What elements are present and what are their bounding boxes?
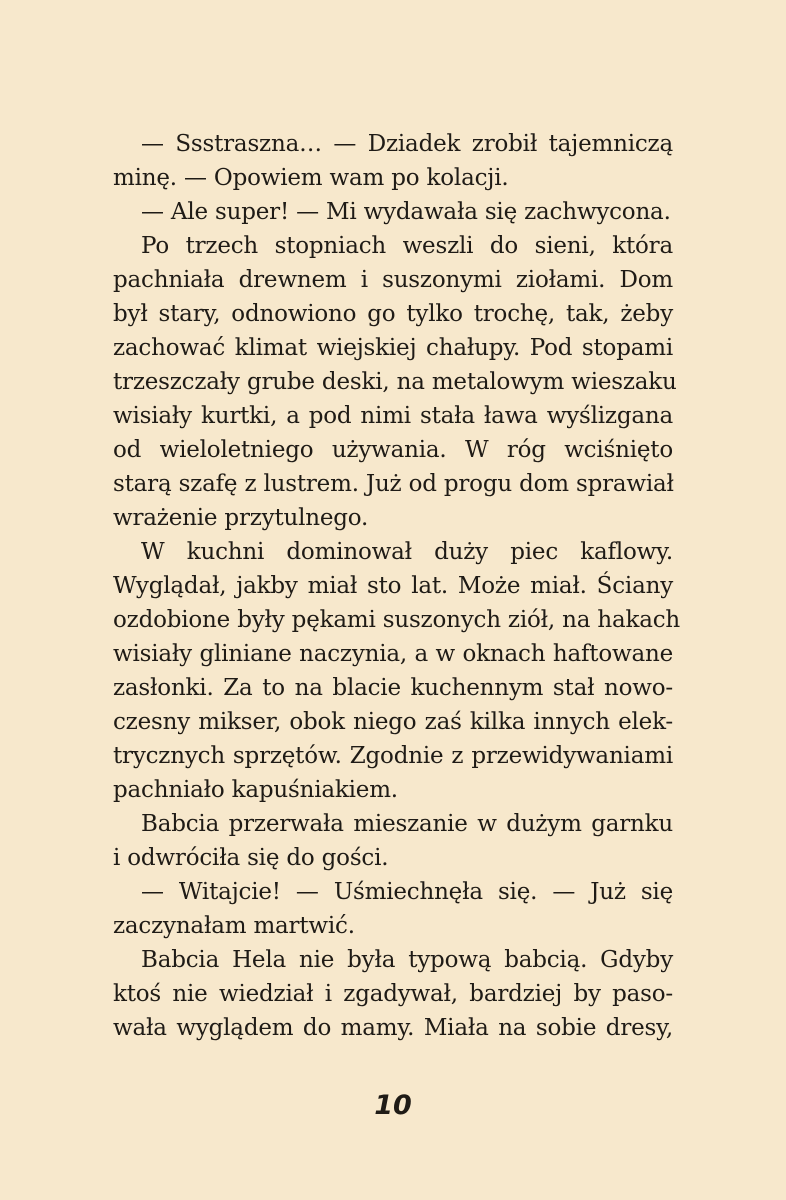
text-line: minę. — Opowiem wam po kolacji. [113, 165, 509, 191]
text-line: ktoś nie wiedział i zgadywał, bardziej by paso- [113, 981, 673, 1007]
text-line: ozdobione były pękami suszonych ziół, na hakach [113, 607, 681, 633]
text-line: trycznych sprzętów. Zgodnie z przewidywaniami [113, 743, 673, 769]
text-line: — Ale super! — Mi wydawała się zachwycona. [141, 199, 671, 225]
text-line: od wieloletniego używania. W róg wciśnięto [113, 437, 673, 463]
text-line: pachniało kapuśniakiem. [113, 777, 398, 803]
text-line: pachniała drewnem i suszonymi ziołami. Dom [113, 267, 673, 293]
text-line: wisiały kurtki, a pod nimi stała ława wyślizgana [113, 403, 673, 429]
page-text-block [113, 127, 681, 1045]
text-line: wrażenie przytulnego. [113, 505, 369, 531]
text-line: Wyglądał, jakby miał sto lat. Może miał. Ściany [113, 573, 673, 599]
text-line: czesny mikser, obok niego zaś kilka innych elek- [113, 709, 673, 735]
text-line: był stary, odnowiono go tylko trochę, tak, żeby [113, 301, 673, 327]
page-number: 10 [374, 1090, 412, 1121]
text-line: — Ssstraszna… — Dziadek zrobił tajemniczą [141, 131, 673, 157]
text-line: i odwróciła się do gości. [113, 845, 389, 871]
text-line: — Witajcie! — Uśmiechnęła się. — Już się [141, 879, 673, 905]
text-line: zaczynałam martwić. [113, 913, 355, 939]
text-line: trzeszczały grube deski, na metalowym wieszaku [113, 369, 677, 395]
text-line: zachować klimat wiejskiej chałupy. Pod stopami [113, 335, 673, 361]
text-line: starą szafę z lustrem. Już od progu dom sprawiał [113, 471, 674, 497]
text-line: Babcia przerwała mieszanie w dużym garnku [141, 811, 673, 837]
text-line: wała wyglądem do mamy. Miała na sobie dresy, [113, 1015, 673, 1041]
text-line: W kuchni dominował duży piec kaflowy. [141, 539, 673, 565]
text-line: wisiały gliniane naczynia, a w oknach haftowane [113, 641, 673, 667]
text-line: zasłonki. Za to na blacie kuchennym stał nowo- [113, 675, 673, 701]
text-line: Babcia Hela nie była typową babcią. Gdyby [141, 947, 673, 973]
text-line: Po trzech stopniach weszli do sieni, która [141, 233, 673, 259]
